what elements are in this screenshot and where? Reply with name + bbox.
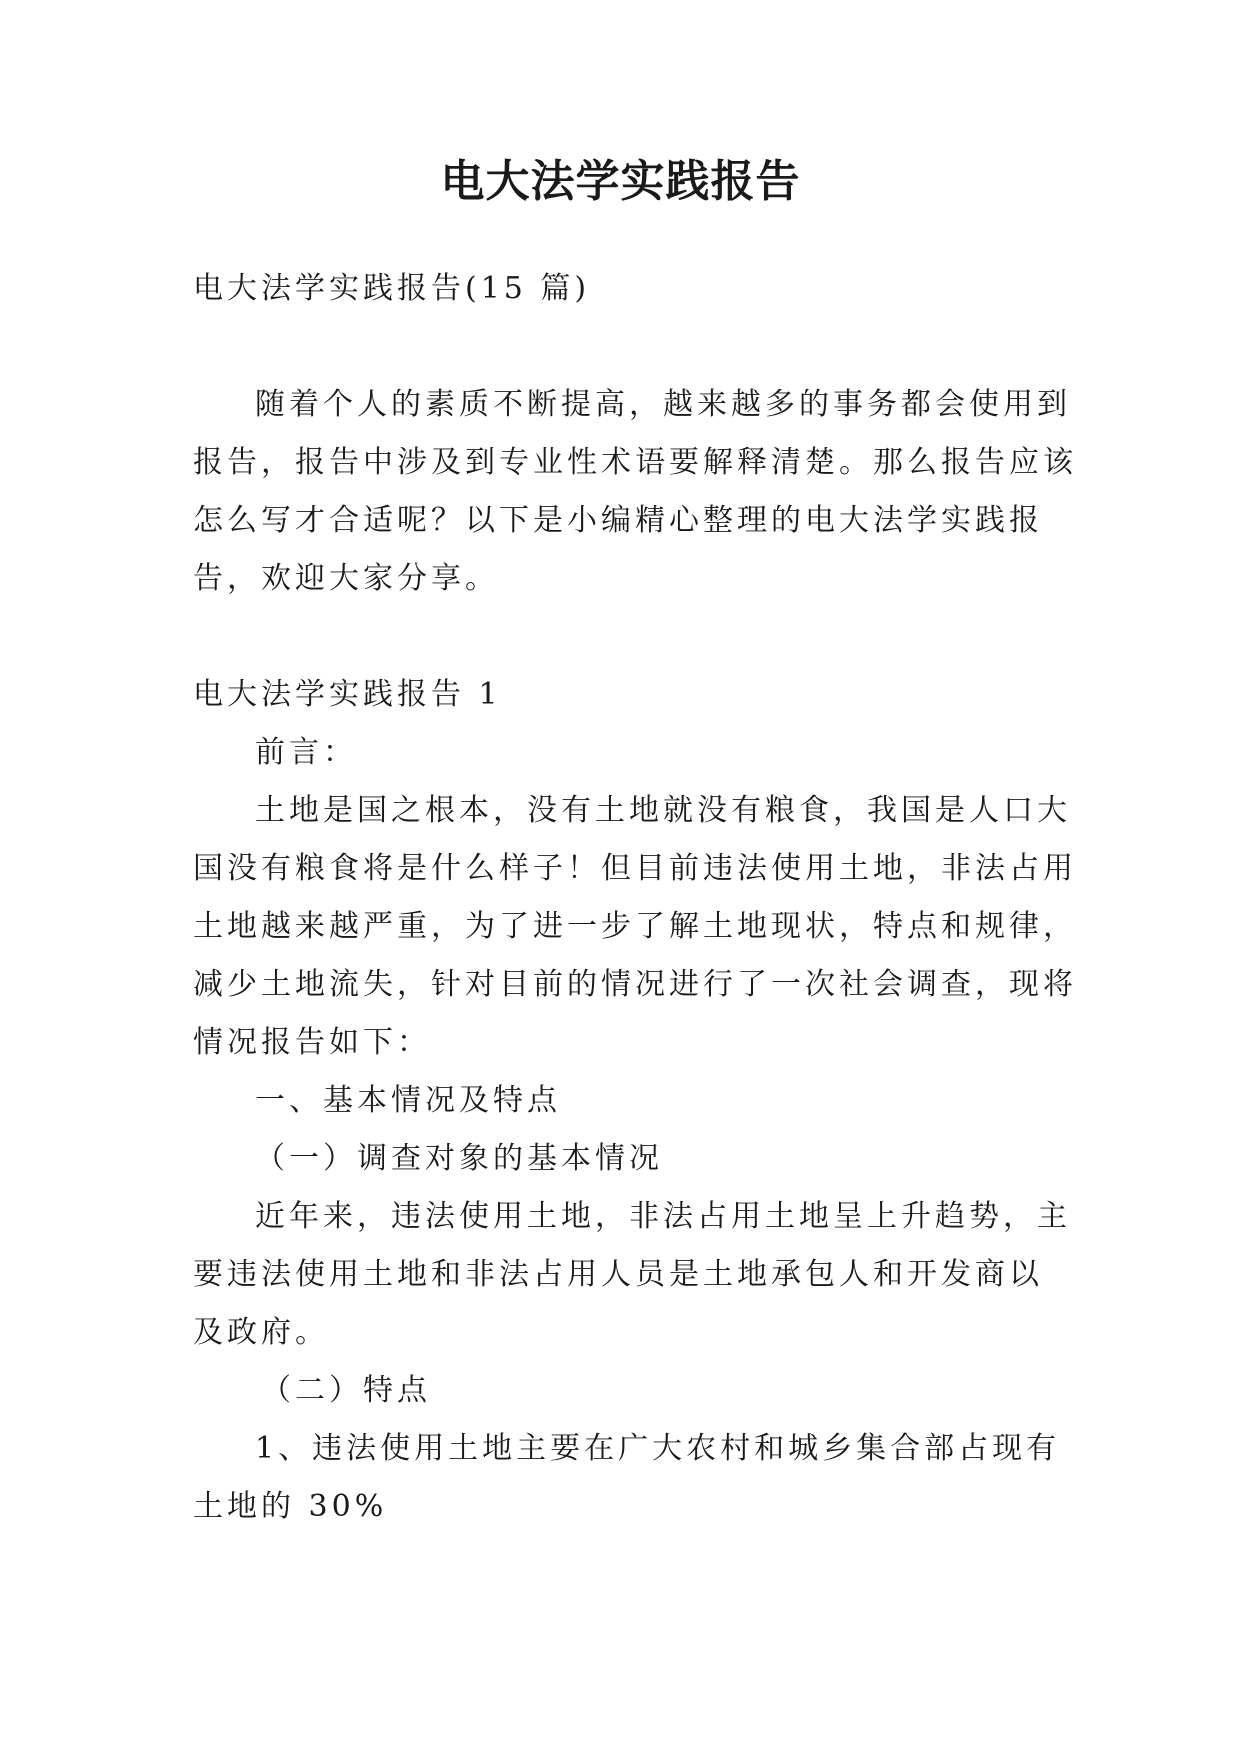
intro-line: 怎么写才合适呢？以下是小编精心整理的电大法学实践报 xyxy=(193,503,1043,538)
document-subtitle: 电大法学实践报告(15 篇) xyxy=(193,271,591,306)
sub-one-heading: （一）调查对象的基本情况 xyxy=(255,1141,663,1176)
point-one-line: 土地的 30% xyxy=(193,1489,388,1524)
document-title: 电大法学实践报告 xyxy=(440,156,801,207)
preface-line: 国没有粮食将是什么样子！但目前违法使用土地，非法占用 xyxy=(193,851,1077,886)
sub-one-line: 近年来，违法使用土地，非法占用土地呈上升趋势，主 xyxy=(255,1199,1071,1234)
intro-line: 告，欢迎大家分享。 xyxy=(193,561,499,596)
preface-line: 情况报告如下： xyxy=(193,1025,431,1060)
sub-one-line: 及政府。 xyxy=(193,1315,329,1350)
document-body xyxy=(193,260,1077,1536)
intro-line: 随着个人的素质不断提高，越来越多的事务都会使用到 xyxy=(255,387,1071,422)
part-one-heading: 一、基本情况及特点 xyxy=(255,1083,561,1118)
spacer xyxy=(193,608,1073,666)
section-heading: 电大法学实践报告 1 xyxy=(193,677,502,712)
sub-one-line: 要违法使用土地和非法占用人员是土地承包人和开发商以 xyxy=(193,1257,1043,1292)
preface-line: 土地是国之根本，没有土地就没有粮食，我国是人口大 xyxy=(255,793,1071,828)
preface-label: 前言： xyxy=(255,735,357,770)
sub-two-heading: （二）特点 xyxy=(261,1373,431,1408)
intro-line: 报告，报告中涉及到专业性术语要解释清楚。那么报告应该 xyxy=(193,445,1077,480)
preface-line: 减少土地流失，针对目前的情况进行了一次社会调查，现将 xyxy=(193,967,1077,1002)
point-one-line: 1、违法使用土地主要在广大农村和城乡集合部占现有 xyxy=(255,1431,1061,1466)
preface-line: 土地越来越严重，为了进一步了解土地现状，特点和规律， xyxy=(193,909,1077,944)
spacer xyxy=(193,318,1073,376)
